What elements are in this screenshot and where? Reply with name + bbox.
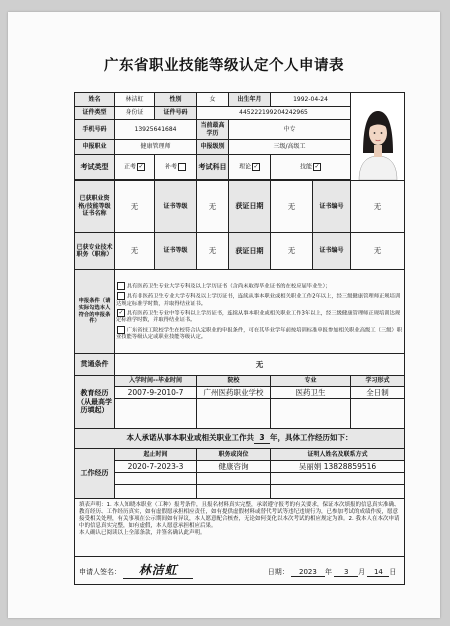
gender-label: 性别 (155, 93, 197, 107)
application-form-sheet (8, 12, 440, 618)
education-level-label: 当前最高学历 (197, 120, 229, 140)
edu-row-mode: 全日制 (351, 387, 405, 399)
edu-row-empty (115, 399, 197, 429)
conditions-list (115, 270, 405, 354)
work-row-empty (271, 485, 405, 499)
job-label: 申报职业 (75, 140, 115, 155)
held-cert-date: 无 (271, 181, 313, 233)
work-row-empty (271, 473, 405, 485)
edu-row-empty (351, 399, 405, 429)
condition-checkbox (117, 326, 125, 334)
work-statement (75, 429, 405, 449)
condition-item (116, 326, 403, 341)
condition-text: 具有医药卫生专业大学专科及以上学历证书（含尚未取得毕业证书的在校应届毕业生）； (126, 283, 331, 290)
edu-row-period: 2007-9-2010-7 (115, 387, 197, 399)
work-row-witness: 吴丽娟 13828859516 (271, 461, 405, 473)
cert-type-label: 证件类型 (75, 107, 115, 120)
applicant-signature: 林洁虹 (123, 563, 193, 579)
edu-header-major: 专业 (271, 376, 351, 387)
exam-option-makeup-label: 补考 (164, 163, 177, 171)
held-title-no-label: 证书编号 (313, 233, 351, 270)
education-history-label: 教育经历（从最高学历填起） (75, 376, 115, 429)
exam-option-makeup-checkbox (178, 163, 186, 171)
declaration-text: 填表声明：1. 本人知晓本职业（工种）报考条件，且报名材料真实完整，承诺遵守报考的有关要求，保证本次填报的信息真实准确、教育经历、工作经历真实，如有虚假愿承担相应责任，如有提供虚假材料或替代考试等违纪违规行为，已参加考试的成绩作废，愿意接受相关处理，有关事项在公示期间如有异议，本人愿意配合核查，无论如何变化以本次考试的相应规定为准。2. 我本人在本次申请中的信息真实完整，如有虚假，本人愿意承担相应后果。 (79, 502, 400, 529)
condition-checkbox (117, 292, 125, 300)
work-years: 3 (254, 433, 270, 443)
work-row-empty (197, 473, 271, 485)
condition-checkbox: ✓ (118, 309, 124, 317)
signature-row (75, 557, 405, 585)
declaration-confirm: 本人确认已阅读以上全部条款，并签名确认此声明。 (79, 529, 206, 536)
phone-value: 13925641684 (115, 120, 197, 140)
exam-option-regular (115, 155, 155, 180)
held-title-label: 已获专业技术职务（职称） (75, 233, 115, 270)
name-label: 姓名 (75, 93, 115, 107)
condition-item (116, 309, 403, 324)
work-statement-post: 年，具体工作经历如下： (270, 433, 353, 443)
cert-no-value: 445222199204242965 (197, 107, 351, 120)
condition-text: 具有非医药卫生专业大学专科及以上学历证书，连续从事本职业或相关职业工作2年以上，经三级健康管理师正规培训达规定标准学时数，并取得结业证书。 (116, 293, 401, 307)
applicant-photo (351, 93, 405, 181)
work-row-empty (197, 485, 271, 499)
dob-label: 出生年月 (229, 93, 271, 107)
name-value: 林洁虹 (115, 93, 155, 107)
condition-text: 具有医药卫生专业中等专科以上学历证书，连续从事本职业或相关职业工作3年以上，经三级健康管理师正规培训达规定标准学时数，并取得结业证书。 (116, 310, 401, 324)
edu-header-mode: 学习形式 (351, 376, 405, 387)
work-header-witness: 证明人姓名及联系方式 (271, 449, 405, 461)
edu-row-empty (271, 399, 351, 429)
level-value: 三级/高级工 (229, 140, 351, 155)
condition-item (116, 292, 403, 307)
declaration (75, 499, 405, 557)
subject-theory-checkbox: ✓ (253, 163, 259, 170)
conditions-label: 申报条件（请实际勾选本人符合的申报条件） (75, 270, 115, 354)
held-cert-no: 无 (351, 181, 405, 233)
exam-option-regular-checkbox: ✓ (138, 163, 144, 170)
subject-skill (271, 155, 351, 180)
held-title-no: 无 (351, 233, 405, 270)
exam-option-makeup (155, 155, 197, 180)
held-cert-date-label: 获证日期 (229, 181, 271, 233)
work-row-post: 健康咨询 (197, 461, 271, 473)
held-cert-no-label: 证书编号 (313, 181, 351, 233)
cert-no-label: 证件号码 (155, 107, 197, 120)
held-cert-level: 无 (197, 181, 229, 233)
condition-checkbox (117, 282, 125, 290)
gender-value: 女 (197, 93, 229, 107)
form-title: 广东省职业技能等级认定个人申请表 (104, 57, 344, 74)
education-level-value: 中专 (229, 120, 351, 140)
penalty-label: 贯通条件 (75, 354, 115, 376)
work-row-empty (115, 485, 197, 499)
edu-row-school: 广州医药职业学校 (197, 387, 271, 399)
dob-value: 1992-04-24 (271, 93, 351, 107)
level-label: 申报级别 (197, 140, 229, 155)
condition-item (116, 282, 403, 290)
held-title-date-label: 获证日期 (229, 233, 271, 270)
application-form-table (74, 92, 405, 585)
work-row-empty (115, 473, 197, 485)
job-value: 健康管理师 (115, 140, 197, 155)
sign-month: 3 (334, 568, 358, 578)
subject-theory (229, 155, 271, 180)
cert-type-value: 身份证 (115, 107, 155, 120)
held-cert-level-label: 证书等级 (155, 181, 197, 233)
subject-skill-label: 技能 (299, 163, 312, 171)
held-title-level-label: 证书等级 (155, 233, 197, 270)
work-statement-pre: 本人承诺从事本职业或相关职业工作共 (126, 433, 254, 443)
sign-year-unit: 年 (324, 567, 332, 576)
held-title-date: 无 (271, 233, 313, 270)
subject-theory-label: 理论 (238, 163, 251, 171)
sign-day-unit: 日 (389, 567, 397, 576)
held-cert-label: 已获职业资格/技能等级证书名称 (75, 181, 115, 233)
sign-year: 2023 (291, 568, 325, 578)
condition-text: 广东省技工院校学生在校符合认定职业的申报条件，可在其毕业学年前按培训标准申报参加相关职业高级工（三级）职业技能等级认定或职业技能等级认定。 (116, 327, 403, 341)
sign-day: 14 (367, 568, 389, 578)
sign-month-unit: 月 (358, 567, 366, 576)
edu-header-period: 入学时间--毕业时间 (115, 376, 197, 387)
work-row-period: 2020-7-2023-3 (115, 461, 197, 473)
edu-row-empty (197, 399, 271, 429)
phone-label: 手机号码 (75, 120, 115, 140)
edu-row-major: 医药卫生 (271, 387, 351, 399)
work-header-period: 起止时间 (115, 449, 197, 461)
penalty-value: 无 (115, 354, 405, 376)
edu-header-school: 院校 (197, 376, 271, 387)
held-cert-name: 无 (115, 181, 155, 233)
held-title-name: 无 (115, 233, 155, 270)
exam-subject-label: 考试科目 (197, 155, 229, 180)
signature-label: 申请人签名： (79, 567, 121, 576)
date-label: 日期： (267, 567, 289, 576)
exam-option-regular-label: 正考 (123, 163, 136, 171)
exam-type-label: 考试类型 (75, 155, 115, 180)
work-history-label: 工作经历 (75, 449, 115, 499)
work-header-post: 职务或岗位 (197, 449, 271, 461)
held-title-level: 无 (197, 233, 229, 270)
subject-skill-checkbox: ✓ (314, 163, 320, 170)
